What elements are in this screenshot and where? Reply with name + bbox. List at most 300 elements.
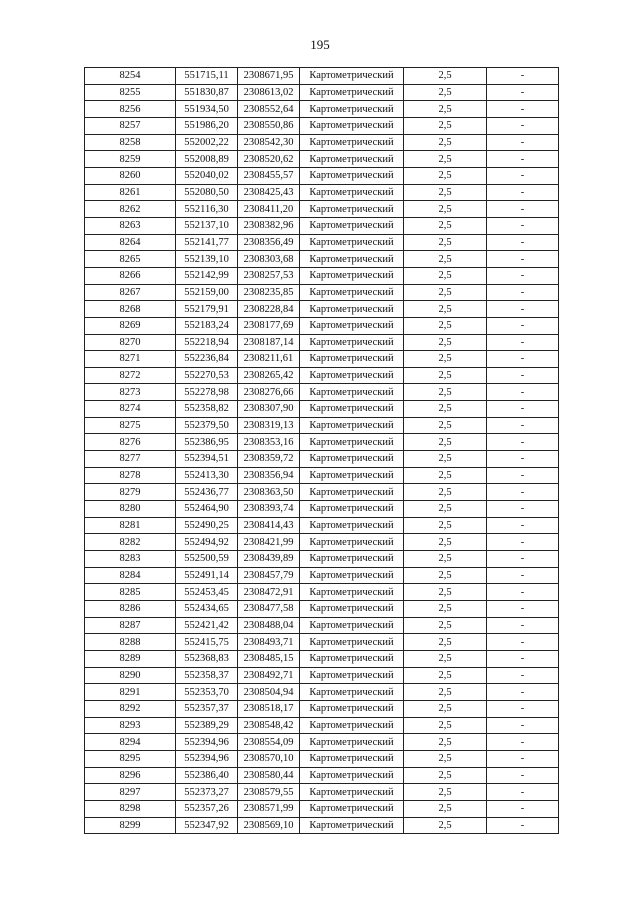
- x-coordinate-cell: 552008,89: [176, 151, 238, 168]
- table-row: [85, 767, 559, 784]
- accuracy-cell: 2,5: [404, 634, 487, 651]
- y-coordinate-cell: 2308493,71: [238, 634, 300, 651]
- table-row: [85, 551, 559, 568]
- table-row: [85, 401, 559, 418]
- note-cell: -: [487, 584, 559, 601]
- method-cell: Картометрический: [300, 534, 404, 551]
- x-coordinate-cell: 552494,92: [176, 534, 238, 551]
- x-coordinate-cell: 552236,84: [176, 351, 238, 368]
- y-coordinate-cell: 2308554,09: [238, 734, 300, 751]
- accuracy-cell: 2,5: [404, 534, 487, 551]
- y-coordinate-cell: 2308613,02: [238, 84, 300, 101]
- point-number-cell: 8284: [85, 567, 176, 584]
- point-number-cell: 8299: [85, 817, 176, 834]
- x-coordinate-cell: 552500,59: [176, 551, 238, 568]
- y-coordinate-cell: 2308363,50: [238, 484, 300, 501]
- y-coordinate-cell: 2308580,44: [238, 767, 300, 784]
- accuracy-cell: 2,5: [404, 800, 487, 817]
- method-cell: Картометрический: [300, 267, 404, 284]
- x-coordinate-cell: 552159,00: [176, 284, 238, 301]
- note-cell: -: [487, 351, 559, 368]
- note-cell: -: [487, 617, 559, 634]
- y-coordinate-cell: 2308393,74: [238, 501, 300, 518]
- point-number-cell: 8272: [85, 367, 176, 384]
- accuracy-cell: 2,5: [404, 401, 487, 418]
- y-coordinate-cell: 2308569,10: [238, 817, 300, 834]
- accuracy-cell: 2,5: [404, 301, 487, 318]
- method-cell: Картометрический: [300, 84, 404, 101]
- table-row: [85, 817, 559, 834]
- point-number-cell: 8281: [85, 517, 176, 534]
- method-cell: Картометрический: [300, 734, 404, 751]
- accuracy-cell: 2,5: [404, 334, 487, 351]
- accuracy-cell: 2,5: [404, 134, 487, 151]
- y-coordinate-cell: 2308520,62: [238, 151, 300, 168]
- method-cell: Картометрический: [300, 717, 404, 734]
- method-cell: Картометрический: [300, 68, 404, 85]
- accuracy-cell: 2,5: [404, 767, 487, 784]
- note-cell: -: [487, 784, 559, 801]
- accuracy-cell: 2,5: [404, 68, 487, 85]
- point-number-cell: 8254: [85, 68, 176, 85]
- x-coordinate-cell: 552357,37: [176, 700, 238, 717]
- method-cell: Картометрический: [300, 217, 404, 234]
- y-coordinate-cell: 2308307,90: [238, 401, 300, 418]
- point-number-cell: 8280: [85, 501, 176, 518]
- point-number-cell: 8257: [85, 117, 176, 134]
- point-number-cell: 8289: [85, 650, 176, 667]
- y-coordinate-cell: 2308579,55: [238, 784, 300, 801]
- point-number-cell: 8268: [85, 301, 176, 318]
- accuracy-cell: 2,5: [404, 567, 487, 584]
- table-row: [85, 800, 559, 817]
- accuracy-cell: 2,5: [404, 84, 487, 101]
- table-row: [85, 467, 559, 484]
- method-cell: Картометрический: [300, 284, 404, 301]
- note-cell: -: [487, 151, 559, 168]
- table-row: [85, 667, 559, 684]
- x-coordinate-cell: 552218,94: [176, 334, 238, 351]
- method-cell: Картометрический: [300, 101, 404, 118]
- x-coordinate-cell: 552002,22: [176, 134, 238, 151]
- accuracy-cell: 2,5: [404, 501, 487, 518]
- note-cell: -: [487, 567, 559, 584]
- point-number-cell: 8270: [85, 334, 176, 351]
- point-number-cell: 8278: [85, 467, 176, 484]
- point-number-cell: 8256: [85, 101, 176, 118]
- y-coordinate-cell: 2308457,79: [238, 567, 300, 584]
- y-coordinate-cell: 2308421,99: [238, 534, 300, 551]
- x-coordinate-cell: 551830,87: [176, 84, 238, 101]
- accuracy-cell: 2,5: [404, 217, 487, 234]
- y-coordinate-cell: 2308257,53: [238, 267, 300, 284]
- accuracy-cell: 2,5: [404, 734, 487, 751]
- accuracy-cell: 2,5: [404, 251, 487, 268]
- method-cell: Картометрический: [300, 467, 404, 484]
- point-number-cell: 8287: [85, 617, 176, 634]
- accuracy-cell: 2,5: [404, 700, 487, 717]
- y-coordinate-cell: 2308485,15: [238, 650, 300, 667]
- accuracy-cell: 2,5: [404, 317, 487, 334]
- x-coordinate-cell: 552141,77: [176, 234, 238, 251]
- accuracy-cell: 2,5: [404, 784, 487, 801]
- method-cell: Картометрический: [300, 784, 404, 801]
- table-row: [85, 734, 559, 751]
- note-cell: -: [487, 251, 559, 268]
- table-row: [85, 700, 559, 717]
- table-row: [85, 567, 559, 584]
- note-cell: -: [487, 817, 559, 834]
- accuracy-cell: 2,5: [404, 351, 487, 368]
- accuracy-cell: 2,5: [404, 284, 487, 301]
- point-number-cell: 8269: [85, 317, 176, 334]
- point-number-cell: 8258: [85, 134, 176, 151]
- x-coordinate-cell: 552139,10: [176, 251, 238, 268]
- note-cell: -: [487, 334, 559, 351]
- y-coordinate-cell: 2308382,96: [238, 217, 300, 234]
- table-row: [85, 251, 559, 268]
- method-cell: Картометрический: [300, 601, 404, 618]
- x-coordinate-cell: 552464,90: [176, 501, 238, 518]
- x-coordinate-cell: 552347,92: [176, 817, 238, 834]
- y-coordinate-cell: 2308542,30: [238, 134, 300, 151]
- table-row: [85, 68, 559, 85]
- method-cell: Картометрический: [300, 334, 404, 351]
- note-cell: -: [487, 517, 559, 534]
- point-number-cell: 8264: [85, 234, 176, 251]
- x-coordinate-cell: 552453,45: [176, 584, 238, 601]
- y-coordinate-cell: 2308228,84: [238, 301, 300, 318]
- point-number-cell: 8290: [85, 667, 176, 684]
- accuracy-cell: 2,5: [404, 667, 487, 684]
- accuracy-cell: 2,5: [404, 167, 487, 184]
- table-row: [85, 151, 559, 168]
- method-cell: Картометрический: [300, 367, 404, 384]
- x-coordinate-cell: 552434,65: [176, 601, 238, 618]
- note-cell: -: [487, 667, 559, 684]
- y-coordinate-cell: 2308187,14: [238, 334, 300, 351]
- x-coordinate-cell: 552080,50: [176, 184, 238, 201]
- x-coordinate-cell: 552394,96: [176, 734, 238, 751]
- point-number-cell: 8294: [85, 734, 176, 751]
- x-coordinate-cell: 552394,96: [176, 750, 238, 767]
- y-coordinate-cell: 2308492,71: [238, 667, 300, 684]
- accuracy-cell: 2,5: [404, 184, 487, 201]
- x-coordinate-cell: 552436,77: [176, 484, 238, 501]
- note-cell: -: [487, 484, 559, 501]
- table-row: [85, 634, 559, 651]
- table-row: [85, 434, 559, 451]
- point-number-cell: 8275: [85, 417, 176, 434]
- note-cell: -: [487, 434, 559, 451]
- point-number-cell: 8282: [85, 534, 176, 551]
- method-cell: Картометрический: [300, 617, 404, 634]
- note-cell: -: [487, 767, 559, 784]
- x-coordinate-cell: 552379,50: [176, 417, 238, 434]
- table-row: [85, 284, 559, 301]
- y-coordinate-cell: 2308265,42: [238, 367, 300, 384]
- x-coordinate-cell: 552368,83: [176, 650, 238, 667]
- point-number-cell: 8273: [85, 384, 176, 401]
- x-coordinate-cell: 552491,14: [176, 567, 238, 584]
- method-cell: Картометрический: [300, 484, 404, 501]
- note-cell: -: [487, 167, 559, 184]
- method-cell: Картометрический: [300, 684, 404, 701]
- point-number-cell: 8291: [85, 684, 176, 701]
- point-number-cell: 8285: [85, 584, 176, 601]
- note-cell: -: [487, 117, 559, 134]
- method-cell: Картометрический: [300, 134, 404, 151]
- accuracy-cell: 2,5: [404, 417, 487, 434]
- point-number-cell: 8263: [85, 217, 176, 234]
- method-cell: Картометрический: [300, 650, 404, 667]
- table-row: [85, 367, 559, 384]
- method-cell: Картометрический: [300, 151, 404, 168]
- point-number-cell: 8261: [85, 184, 176, 201]
- method-cell: Картометрический: [300, 750, 404, 767]
- x-coordinate-cell: 552270,53: [176, 367, 238, 384]
- accuracy-cell: 2,5: [404, 717, 487, 734]
- x-coordinate-cell: 551934,50: [176, 101, 238, 118]
- table-row: [85, 417, 559, 434]
- table-row: [85, 101, 559, 118]
- x-coordinate-cell: 552490,25: [176, 517, 238, 534]
- table-row: [85, 617, 559, 634]
- x-coordinate-cell: 551715,11: [176, 68, 238, 85]
- note-cell: -: [487, 367, 559, 384]
- table-row: [85, 501, 559, 518]
- table-row: [85, 267, 559, 284]
- note-cell: -: [487, 68, 559, 85]
- y-coordinate-cell: 2308319,13: [238, 417, 300, 434]
- point-number-cell: 8293: [85, 717, 176, 734]
- point-number-cell: 8274: [85, 401, 176, 418]
- note-cell: -: [487, 284, 559, 301]
- point-number-cell: 8265: [85, 251, 176, 268]
- accuracy-cell: 2,5: [404, 750, 487, 767]
- method-cell: Картометрический: [300, 384, 404, 401]
- method-cell: Картометрический: [300, 767, 404, 784]
- accuracy-cell: 2,5: [404, 101, 487, 118]
- x-coordinate-cell: 552413,30: [176, 467, 238, 484]
- y-coordinate-cell: 2308177,69: [238, 317, 300, 334]
- note-cell: -: [487, 534, 559, 551]
- y-coordinate-cell: 2308472,91: [238, 584, 300, 601]
- accuracy-cell: 2,5: [404, 201, 487, 218]
- table-row: [85, 334, 559, 351]
- accuracy-cell: 2,5: [404, 367, 487, 384]
- accuracy-cell: 2,5: [404, 517, 487, 534]
- accuracy-cell: 2,5: [404, 434, 487, 451]
- table-row: [85, 484, 559, 501]
- y-coordinate-cell: 2308504,94: [238, 684, 300, 701]
- point-number-cell: 8260: [85, 167, 176, 184]
- accuracy-cell: 2,5: [404, 467, 487, 484]
- x-coordinate-cell: 552040,02: [176, 167, 238, 184]
- y-coordinate-cell: 2308235,85: [238, 284, 300, 301]
- x-coordinate-cell: 552116,30: [176, 201, 238, 218]
- note-cell: -: [487, 184, 559, 201]
- x-coordinate-cell: 551986,20: [176, 117, 238, 134]
- method-cell: Картометрический: [300, 700, 404, 717]
- x-coordinate-cell: 552386,95: [176, 434, 238, 451]
- x-coordinate-cell: 552183,24: [176, 317, 238, 334]
- note-cell: -: [487, 234, 559, 251]
- table-row: [85, 201, 559, 218]
- method-cell: Картометрический: [300, 584, 404, 601]
- note-cell: -: [487, 800, 559, 817]
- method-cell: Картометрический: [300, 434, 404, 451]
- y-coordinate-cell: 2308425,43: [238, 184, 300, 201]
- method-cell: Картометрический: [300, 567, 404, 584]
- point-number-cell: 8259: [85, 151, 176, 168]
- x-coordinate-cell: 552389,29: [176, 717, 238, 734]
- method-cell: Картометрический: [300, 817, 404, 834]
- y-coordinate-cell: 2308518,17: [238, 700, 300, 717]
- method-cell: Картометрический: [300, 800, 404, 817]
- method-cell: Картометрический: [300, 517, 404, 534]
- method-cell: Картометрический: [300, 167, 404, 184]
- note-cell: -: [487, 201, 559, 218]
- table-row: [85, 317, 559, 334]
- y-coordinate-cell: 2308477,58: [238, 601, 300, 618]
- y-coordinate-cell: 2308356,94: [238, 467, 300, 484]
- note-cell: -: [487, 267, 559, 284]
- y-coordinate-cell: 2308303,68: [238, 251, 300, 268]
- note-cell: -: [487, 551, 559, 568]
- y-coordinate-cell: 2308359,72: [238, 451, 300, 468]
- x-coordinate-cell: 552358,82: [176, 401, 238, 418]
- note-cell: -: [487, 650, 559, 667]
- accuracy-cell: 2,5: [404, 584, 487, 601]
- accuracy-cell: 2,5: [404, 484, 487, 501]
- accuracy-cell: 2,5: [404, 234, 487, 251]
- point-number-cell: 8286: [85, 601, 176, 618]
- note-cell: -: [487, 301, 559, 318]
- y-coordinate-cell: 2308353,16: [238, 434, 300, 451]
- method-cell: Картометрический: [300, 351, 404, 368]
- method-cell: Картометрический: [300, 501, 404, 518]
- table-row: [85, 351, 559, 368]
- x-coordinate-cell: 552415,75: [176, 634, 238, 651]
- table-row: [85, 684, 559, 701]
- accuracy-cell: 2,5: [404, 650, 487, 667]
- method-cell: Картометрический: [300, 451, 404, 468]
- accuracy-cell: 2,5: [404, 684, 487, 701]
- x-coordinate-cell: 552278,98: [176, 384, 238, 401]
- x-coordinate-cell: 552386,40: [176, 767, 238, 784]
- table-row: [85, 750, 559, 767]
- note-cell: -: [487, 717, 559, 734]
- accuracy-cell: 2,5: [404, 384, 487, 401]
- table-row: [85, 234, 559, 251]
- x-coordinate-cell: 552358,37: [176, 667, 238, 684]
- accuracy-cell: 2,5: [404, 817, 487, 834]
- method-cell: Картометрический: [300, 251, 404, 268]
- note-cell: -: [487, 601, 559, 618]
- note-cell: -: [487, 501, 559, 518]
- accuracy-cell: 2,5: [404, 617, 487, 634]
- method-cell: Картометрический: [300, 234, 404, 251]
- note-cell: -: [487, 84, 559, 101]
- table-row: [85, 451, 559, 468]
- y-coordinate-cell: 2308550,86: [238, 117, 300, 134]
- method-cell: Картометрический: [300, 117, 404, 134]
- x-coordinate-cell: 552373,27: [176, 784, 238, 801]
- y-coordinate-cell: 2308571,99: [238, 800, 300, 817]
- method-cell: Картометрический: [300, 634, 404, 651]
- method-cell: Картометрический: [300, 417, 404, 434]
- table-row: [85, 717, 559, 734]
- point-number-cell: 8279: [85, 484, 176, 501]
- method-cell: Картометрический: [300, 667, 404, 684]
- table-row: [85, 517, 559, 534]
- note-cell: -: [487, 217, 559, 234]
- table-row: [85, 117, 559, 134]
- table-row: [85, 167, 559, 184]
- point-number-cell: 8255: [85, 84, 176, 101]
- table-row: [85, 134, 559, 151]
- note-cell: -: [487, 750, 559, 767]
- y-coordinate-cell: 2308552,64: [238, 101, 300, 118]
- y-coordinate-cell: 2308356,49: [238, 234, 300, 251]
- x-coordinate-cell: 552357,26: [176, 800, 238, 817]
- y-coordinate-cell: 2308548,42: [238, 717, 300, 734]
- point-number-cell: 8292: [85, 700, 176, 717]
- note-cell: -: [487, 700, 559, 717]
- point-number-cell: 8271: [85, 351, 176, 368]
- x-coordinate-cell: 552394,51: [176, 451, 238, 468]
- accuracy-cell: 2,5: [404, 117, 487, 134]
- note-cell: -: [487, 384, 559, 401]
- note-cell: -: [487, 734, 559, 751]
- y-coordinate-cell: 2308439,89: [238, 551, 300, 568]
- note-cell: -: [487, 684, 559, 701]
- point-number-cell: 8283: [85, 551, 176, 568]
- page-number: 195: [310, 37, 330, 52]
- y-coordinate-cell: 2308671,95: [238, 68, 300, 85]
- table-row: [85, 650, 559, 667]
- y-coordinate-cell: 2308570,10: [238, 750, 300, 767]
- point-number-cell: 8298: [85, 800, 176, 817]
- x-coordinate-cell: 552179,91: [176, 301, 238, 318]
- y-coordinate-cell: 2308414,43: [238, 517, 300, 534]
- note-cell: -: [487, 134, 559, 151]
- method-cell: Картометрический: [300, 301, 404, 318]
- note-cell: -: [487, 317, 559, 334]
- accuracy-cell: 2,5: [404, 601, 487, 618]
- point-number-cell: 8288: [85, 634, 176, 651]
- point-number-cell: 8296: [85, 767, 176, 784]
- coordinates-table: [84, 67, 559, 834]
- x-coordinate-cell: 552353,70: [176, 684, 238, 701]
- table-row: [85, 534, 559, 551]
- y-coordinate-cell: 2308276,66: [238, 384, 300, 401]
- note-cell: -: [487, 101, 559, 118]
- accuracy-cell: 2,5: [404, 267, 487, 284]
- x-coordinate-cell: 552421,42: [176, 617, 238, 634]
- table-row: [85, 601, 559, 618]
- y-coordinate-cell: 2308488,04: [238, 617, 300, 634]
- method-cell: Картометрический: [300, 317, 404, 334]
- note-cell: -: [487, 451, 559, 468]
- point-number-cell: 8297: [85, 784, 176, 801]
- y-coordinate-cell: 2308411,20: [238, 201, 300, 218]
- note-cell: -: [487, 634, 559, 651]
- point-number-cell: 8266: [85, 267, 176, 284]
- note-cell: -: [487, 401, 559, 418]
- method-cell: Картометрический: [300, 184, 404, 201]
